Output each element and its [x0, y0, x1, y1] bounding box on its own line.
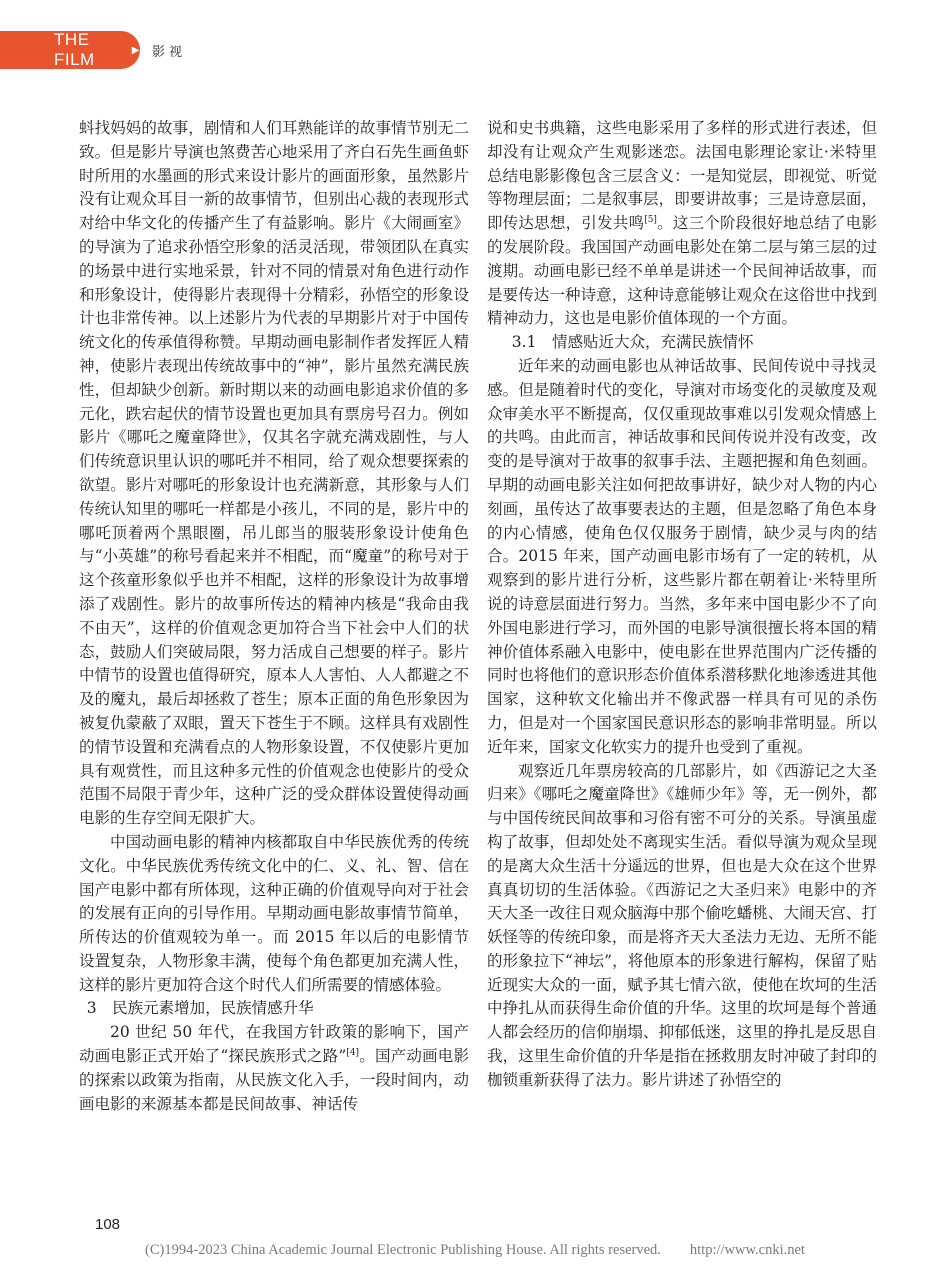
citation: [4]	[346, 1048, 360, 1059]
running-header	[0, 31, 186, 69]
left-column	[79, 117, 469, 1116]
page-number: 108	[95, 1216, 121, 1233]
paragraph: 蚪找妈妈的故事，剧情和人们耳熟能详的故事情节别无二致。但是影片导演也煞费苦心地采用了齐白石先生画鱼虾时所用的水墨画的形式来设计影片的画面形象，虽然影片没有让观众耳目一新的故事情节，但别出心裁的表现形式对给中华文化的传播产生了有益影响。影片《大闹画室》的导演为了追求孙悟空形象的活灵活现，带领团队在真实的场景中进行实地采景，针对不同的情景对角色进行动作和形象设计，使得影片表现得十分精彩，孙悟空的形象设计也非常传神。以上述影片为代表的早期影片对于中国传统文化的传承值得称赞。早期动画电影制作者发挥匠人精神，使影片表现出传统故事中的“神”，影片虽然充满民族性，但却缺少创新。新时期以来的动画电影追求价值的多元化，跌宕起伏的情节设置也更加具有票房号召力。例如影片《哪吒之魔童降世》，仅其名字就充满戏剧性，与人们传统意识里认识的哪吒并不相同，给了观众想要探索的欲望。影片对哪吒的形象设计也充满新意，其形象与人们传统认知里的哪吒一样都是小孩儿，不同的是，影片中的哪吒顶着两个黑眼圈，吊儿郎当的服装形象设计使角色与“小英雄”的称号看起来并不相配，而“魔童”的称号对于这个孩童形象似乎也并不相配，这样的形象设计为故事增添了戏剧性。影片的故事所传达的精神内核是“我命由我不由天”，这样的价值观念更加符合当下社会中人们的状态，鼓励人们突破局限，努力活成自己想要的样子。影片中情节的设置也值得研究，原本人人害怕、人人都避之不及的魔丸，最后却拯救了苍生；原本正面的角色形象因为被复仇蒙蔽了双眼，置天下苍生于不顾。这样具有戏剧性的情节设置和充满看点的人物形象设置，不仅使影片更加具有观赏性，而且这种多元性的价值观念也使影片的受众范围不局限于青少年，这种广泛的受众群体设置使得动画电影的生存空间无限扩大。	[79, 119, 469, 828]
paragraph	[487, 117, 877, 331]
section-title: THE FILM	[54, 30, 95, 69]
paragraph-text: 。这三个阶段很好地总结了电影的发展阶段。我国国产动画电影处在第二层与第三层的过渡期。动画电影已经不单单是讲述一个民间神话故事，而是要传达一种诗意，这种诗意能够让观众在这俗世中找到精神动力，这也是电影价值体现的一个方面。	[487, 214, 877, 328]
paragraph: 近年来的动画电影也从神话故事、民间传说中寻找灵感。但是随着时代的变化，导演对市场变化的灵敏度及观众审美水平不断提高，仅仅重现故事难以引发观众情感上的共鸣。由此而言，神话故事和民间传说并没有改变，改变的是导演对于故事的叙事手法、主题把握和角色刻画。早期的动画电影关注如何把故事讲好，缺少对人物的内心刻画，虽传达了故事要表达的主题，但是忽略了角色本身的内心情感，使角色仅仅服务于剧情，缺少灵与肉的结合。2015 年来，国产动画电影市场有了一定的转机，从观察到的影片进行分析，这些影片都在朝着让·米特里所说的诗意层面进行努力。当然，多年来中国电影少不了向外国电影进行学习，而外国的电影导演很擅长将本国的精神价值体系融入电影中，使电影在世界范围内广泛传播的同时也将他们的意识形态价值体系潜移默化地渗透进其他国家，这种软文化输出并不像武器一样具有可见的杀伤力，但是对一个国家国民意识形态的影响非常明显。所以近年来，国家文化软实力的提升也受到了重视。	[487, 356, 877, 756]
right-column	[487, 117, 877, 1093]
paragraph-text: 说和史书典籍，这些电影采用了多样的形式进行表述，但却没有让观众产生观影迷恋。法国电影理论家让·米特里总结电影影像包含三层含义：一是知觉层，即视觉、听觉等物理层面；二是叙事层，即要讲故事；三是诗意层面，即传达思想，引发共鸣	[487, 119, 877, 233]
paragraph	[79, 1021, 469, 1116]
citation: [5]	[644, 215, 657, 226]
section-heading: 3 民族元素增加，民族情感升华	[86, 999, 314, 1018]
arrow-right-icon: ▶	[131, 44, 140, 56]
copyright-footer: (C)1994-2023 China Academic Journal Electronic Publishing House. All rights reserved. http://www.cnki.net	[145, 1242, 805, 1258]
journal-section-tab	[0, 31, 140, 69]
section-label: 影视	[152, 44, 187, 60]
paragraph-text: 20 世纪 50 年代，在我国方针政策的影响下，国产动画电影正式开始了“探民族形式之路”	[79, 1023, 469, 1066]
paragraph: 中国动画电影的精神内核都取自中华民族优秀的传统文化。中华民族优秀传统文化中的仁、义、礼、智、信在国产电影中都有所体现，这种正确的价值观导向对于社会的发展有正向的引导作用。早期动画电影故事情节简单，所传达的价值观较为单一。而 2015 年以后的电影情节设置复杂，人物形象丰满，使每个角色都更加充满人性，这样的影片更加符合这个时代人们所需要的情感体验。	[79, 832, 469, 994]
subsection-heading: 3.1 情感贴近大众，充满民族情怀	[511, 333, 754, 352]
paragraph-text: 。国产动画电影的探索以政策为指南，从民族文化入手，一段时间内，动画电影的来源基本都是民间故事、神话传	[79, 1047, 469, 1113]
paragraph: 观察近几年票房较高的几部影片，如《西游记之大圣归来》《哪吒之魔童降世》《雄师少年》等，无一例外，都与中国传统民间故事和习俗有密不可分的关系。导演虽虚构了故事，但却处处不离现实生活。看似导演为观众呈现的是离大众生活十分遥远的世界，但也是大众在这个世界真真切切的生活体验。《西游记之大圣归来》电影中的齐天大圣一改往日观众脑海中那个偷吃蟠桃、大闹天宫、打妖怪等的传统印象，而是将齐天大圣法力无边、无所不能的形象拉下“神坛”，将他原本的形象进行解构，保留了贴近现实大众的一面，赋予其七情六欲，使他在坎坷的生活中挣扎从而获得生命价值的升华。这里的坎坷是每个普通人都会经历的信仰崩塌、抑郁低迷，这里的挣扎是反思自我，这里生命价值的升华是指在拯救朋友时冲破了封印的枷锁重新获得了法力。影片讲述了孙悟空的	[487, 761, 877, 1089]
